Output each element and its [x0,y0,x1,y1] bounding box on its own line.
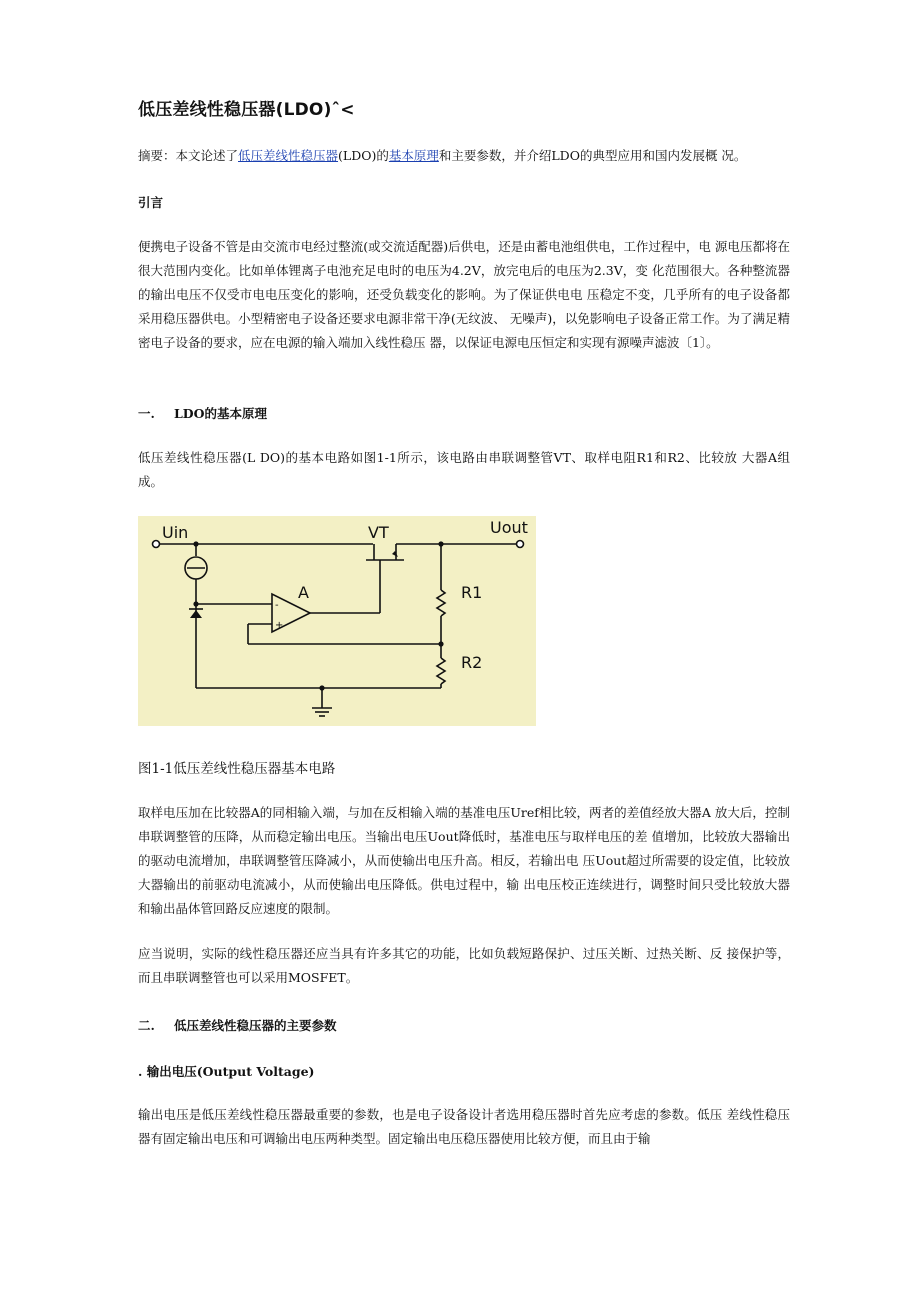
circuit-diagram [138,516,536,726]
section1-title: LDO的基本原理 [174,406,268,421]
uin-terminal [153,541,160,548]
section1-number: 一. [138,406,155,421]
node-ref [193,601,198,606]
abstract-suffix: 和主要参数，并介绍LDO的典型应用和国内发展概 况。 [438,148,747,163]
intro-heading: 引言 [138,195,164,210]
uout-terminal [517,541,524,548]
r1-resistor-icon [437,590,445,616]
node-sample [438,641,443,646]
intro-paragraph: 便携电子设备不管是由交流市电经过整流(或交流适配器)后供电，还是由蓄电池组供电，工作过程中，电 源电压都将在很大范围内变化。比如单体锂离子电池充足电时的电压为4.2V，放完电后的电压为2.3V，变 化范围很大。各种整流器的输出电压不仅受市电电压变化的影响，还受负载变化的影响。为了保证供电电 压稳定不变，几乎所有的电子设备都采用稳压器供电。小型精密电子设备还要求电源非常干净(无纹波、 无噪声)，以免影响电子设备正常工作。为了满足精密电子设备的要求，应在电源的输入端加入线性稳压 器，以保证电源电压恒定和实现有源噪声滤波〔1〕。 [138,239,790,350]
output-voltage-paragraph: 输出电压是低压差线性稳压器最重要的参数，也是电子设备设计者选用稳压器时首先应考虑的参数。低压 差线性稳压器有固定输出电压和可调输出电压两种类型。固定输出电压稳压器使用比较方便，而且由于输 [138,1107,790,1146]
basic-principle-link[interactable]: 基本原理 [388,148,439,163]
section2-number: 二. [138,1018,155,1033]
section2-title: 低压差线性稳压器的主要参数 [174,1018,337,1033]
abstract-prefix: 摘要：本文论述了 [138,148,239,163]
node-ground [319,685,324,690]
abstract-middle: (LDO)的 [338,148,389,163]
vt-emitter-arrow-icon [392,551,398,557]
label-r1: R1 [461,583,483,602]
node-uout [438,541,443,546]
label-uin: Uin [162,523,189,542]
note-paragraph: 应当说明，实际的线性稳压器还应当具有许多其它的功能，比如负载短路保护、过压关断、过热关断、反 接保护等，而且串联调整管也可以采用MOSFET。 [138,946,790,985]
section1-paragraph: 低压差线性稳压器(L DO)的基本电路如图1-1所示，该电路由串联调整管VT、取样电阻R1和R2、比较放 大器A组成。 [138,450,790,489]
label-r2: R2 [461,653,483,672]
r2-resistor-icon [437,658,445,684]
figure-caption: 图1-1低压差线性稳压器基本电路 [138,761,336,777]
zener-diode-icon [190,610,202,618]
label-vt: VT [368,523,389,542]
document-title: 低压差线性稳压器(LDO)ˆ< [138,100,355,120]
section1-heading [138,404,267,422]
label-a: A [298,583,309,602]
node-uin [193,541,198,546]
label-uout: Uout [490,518,528,537]
ldo-link[interactable]: 低压差线性稳压器 [238,148,339,163]
ldo-circuit-figure [138,516,536,726]
label-minus: - [275,600,279,611]
abstract-paragraph [138,144,790,168]
output-voltage-subheading: . 输出电压(Output Voltage) [138,1064,315,1079]
section2-heading [138,1016,337,1034]
operation-paragraph: 取样电压加在比较器A的同相输入端，与加在反相输入端的基准电压Uref相比较，两者的差值经放大器A 放大后，控制串联调整管的压降，从而稳定输出电压。当输出电压Uout降低时，基准电压与取样电压的差 值增加，比较放大器输出的驱动电流增加，串联调整管压降减小，从而使输出电压升高。相反，若输出电 压Uout超过所需要的设定值，比较放大器输出的前驱动电流减小，从而使输出电压降低。供电过程中，输 出电压校正连续进行，调整时间只受比较放大器和输出晶体管回路反应速度的限制。 [138,805,790,916]
label-plus: + [275,620,284,631]
